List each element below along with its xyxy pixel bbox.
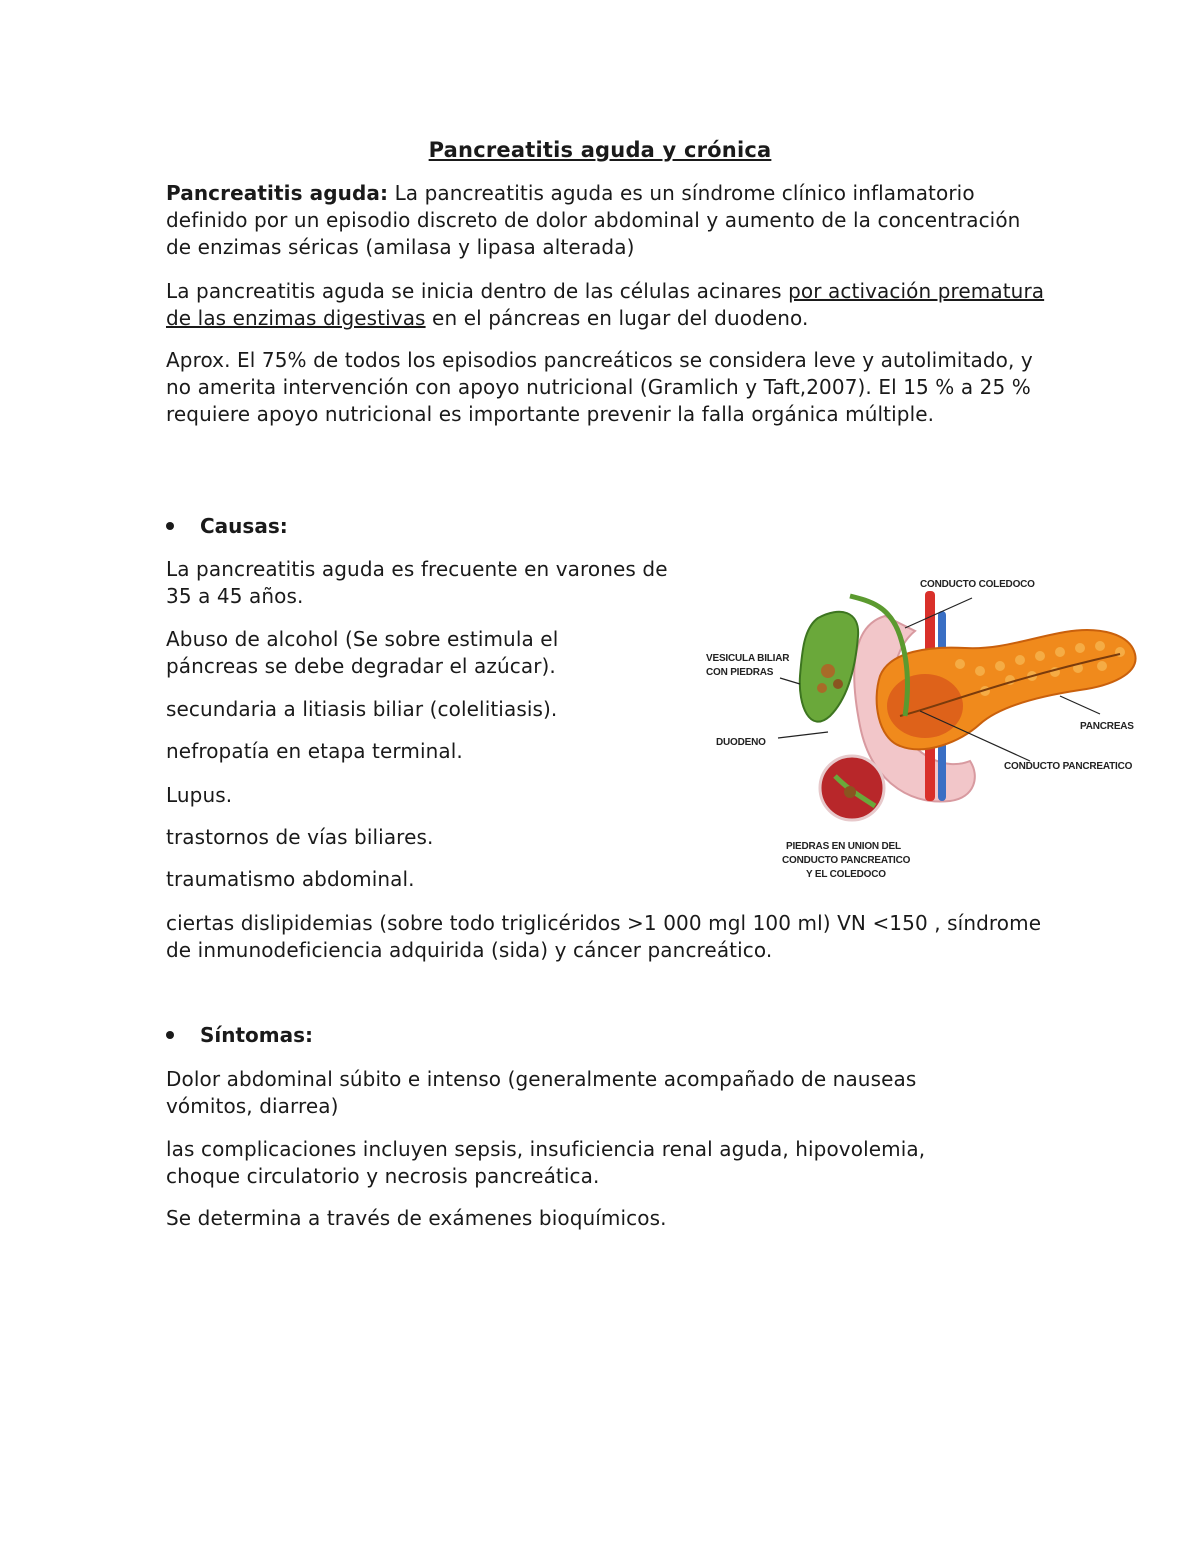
causa-item: traumatismo abdominal. [166, 867, 415, 891]
causa-item: nefropatía en etapa terminal. [166, 739, 463, 763]
pancreas-illustration [700, 556, 1145, 886]
paragraph-activation-after: en el páncreas en lugar del duodeno. [425, 306, 809, 330]
sintomas-heading [166, 1022, 313, 1049]
causas-heading-text: Causas: [200, 514, 288, 538]
intro-label: Pancreatitis aguda: [166, 181, 389, 205]
page-title: Pancreatitis aguda y crónica [428, 138, 772, 162]
gallstone [817, 683, 827, 693]
inset-stone [844, 786, 856, 798]
intro-text: La pancreatitis aguda es un síndrome clínico inflamatorio definido por un episodio discreto de dolor abdominal y aumento de la concentración de enzimas séricas (amilasa y lipasa alterada) [166, 181, 1021, 259]
pointer-pancreas [1060, 696, 1100, 714]
label-pancreas: PANCREAS [1080, 721, 1134, 732]
label-con-piedras: CON PIEDRAS [706, 667, 774, 678]
causa-item: Abuso de alcohol (Se sobre estimula el páncreas se debe degradar el azúcar). [166, 627, 559, 678]
sintoma-item: Dolor abdominal súbito e intenso (generalmente acompañado de nauseas vómitos, diarrea) [166, 1067, 917, 1118]
label-vesicula-biliar: VESICULA BILIAR [706, 653, 790, 664]
gallstone [833, 679, 843, 689]
label-piedras-coledoco: Y EL COLEDOCO [806, 869, 886, 880]
paragraph-statistics: Aprox. El 75% de todos los episodios pancreáticos se considera leve y autolimitado, y no amerita intervención con apoyo nutricional (Gramlich y Taft,2007). El 15 % a 25 % requiere apoyo nutricional es importante prevenir la falla orgánica múltiple. [166, 348, 1033, 426]
bullet-icon [166, 1031, 174, 1039]
label-piedras-conducto: CONDUCTO PANCREATICO [782, 855, 911, 866]
causa-item: trastornos de vías biliares. [166, 825, 434, 849]
label-piedras-union: PIEDRAS EN UNION DEL [786, 841, 901, 852]
gallstone [821, 664, 835, 678]
paragraph-activation-underlined: por activación prematura de las enzimas digestivas [166, 279, 1045, 330]
paragraph-activation [166, 278, 1046, 332]
causas-heading [166, 513, 288, 540]
causa-item: Lupus. [166, 783, 233, 807]
sintomas-heading-text: Síntomas: [200, 1023, 314, 1047]
paragraph-activation-before: La pancreatitis aguda se inicia dentro de las células acinares [166, 279, 789, 303]
causa-item: secundaria a litiasis biliar (colelitiasis). [166, 697, 558, 721]
causa-item: La pancreatitis aguda es frecuente en varones de 35 a 45 años. [166, 557, 668, 608]
label-conducto-pancreatico: CONDUCTO PANCREATICO [1004, 761, 1133, 772]
causa-item-last: ciertas dislipidemias (sobre todo triglicéridos >1 000 mgl 100 ml) VN <150 , síndrome de inmunodeficiencia adquirida (sida) y cáncer pancreático. [166, 911, 1042, 962]
pancreas-diagram-svg [700, 556, 1145, 886]
label-duodeno: DUODENO [716, 737, 766, 748]
sintoma-item: las complicaciones incluyen sepsis, insuficiencia renal aguda, hipovolemia, choque circulatorio y necrosis pancreática. [166, 1137, 926, 1188]
pointer-duodeno [778, 732, 828, 738]
bullet-icon [166, 522, 174, 530]
pancreas-head-detail [887, 674, 963, 738]
sintoma-item: Se determina a través de exámenes bioquímicos. [166, 1206, 667, 1230]
intro-paragraph [166, 180, 1046, 261]
label-conducto-coledoco: CONDUCTO COLEDOCO [920, 579, 1035, 590]
pointer-vesicula [780, 678, 800, 684]
